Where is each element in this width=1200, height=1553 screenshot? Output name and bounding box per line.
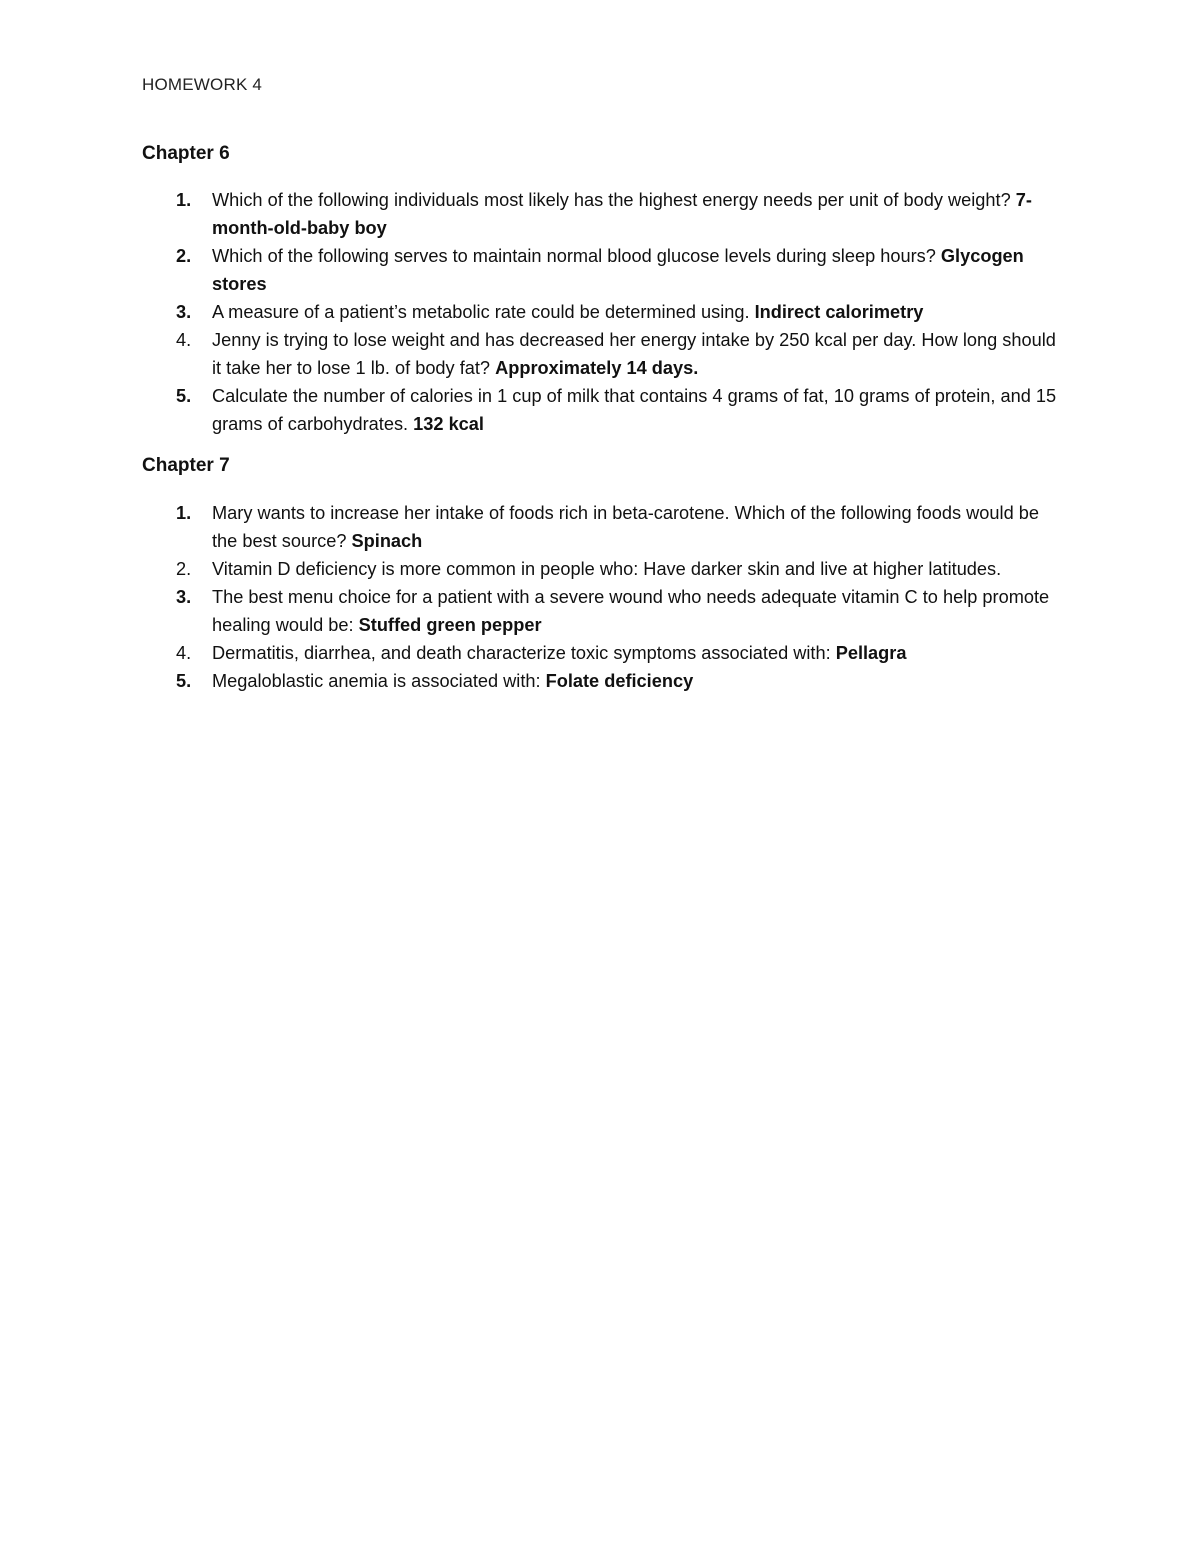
question-answer: Approximately 14 days. — [495, 358, 699, 378]
question-item — [142, 242, 1062, 298]
question-number: 1. — [176, 190, 192, 210]
question-number: 4. — [176, 330, 192, 350]
question-answer: 7-month-old-baby boy — [212, 190, 1032, 238]
question-answer: Folate deficiency — [545, 671, 694, 691]
chapter-6-heading: Chapter 6 — [142, 143, 230, 164]
question-item — [142, 555, 1062, 583]
question-text: Jenny is trying to lose weight and has decreased her energy intake by 250 kcal per day. How long should it take her to lose 1 lb. of body fat? — [212, 330, 1056, 378]
question-answer: Pellagra — [835, 643, 907, 663]
chapter-7-heading: Chapter 7 — [142, 455, 230, 476]
chapter-7-question-list — [142, 499, 1062, 695]
question-number: 1. — [176, 503, 192, 523]
chapter-6-question-list — [142, 186, 1062, 438]
question-item — [142, 667, 1062, 695]
question-number: 3. — [176, 587, 192, 607]
question-text: Dermatitis, diarrhea, and death characterize toxic symptoms associated with: — [212, 643, 836, 663]
question-number: 4. — [176, 643, 192, 663]
question-answer: Spinach — [351, 531, 423, 551]
question-number: 2. — [176, 559, 192, 579]
question-number: 3. — [176, 302, 192, 322]
question-item — [142, 382, 1062, 438]
question-answer: Glycogen stores — [212, 246, 1024, 294]
question-text: Mary wants to increase her intake of foods rich in beta-carotene. Which of the following foods would be the best source? — [212, 503, 1039, 551]
question-text: Calculate the number of calories in 1 cup of milk that contains 4 grams of fat, 10 grams of protein, and 15 grams of carbohydrates. — [212, 386, 1057, 434]
question-text: Which of the following individuals most likely has the highest energy needs per unit of body weight? — [212, 190, 1016, 210]
question-number: 5. — [176, 386, 192, 406]
question-number: 5. — [176, 671, 192, 691]
question-answer: 132 kcal — [413, 414, 484, 434]
question-item — [142, 583, 1062, 639]
question-answer: Stuffed green pepper — [358, 615, 542, 635]
question-text: Megaloblastic anemia is associated with: — [212, 671, 546, 691]
question-item — [142, 639, 1062, 667]
question-text: The best menu choice for a patient with a severe wound who needs adequate vitamin C to help promote healing would be: — [212, 587, 1050, 635]
question-item — [142, 298, 1062, 326]
question-item — [142, 186, 1062, 242]
question-item — [142, 326, 1062, 382]
question-number: 2. — [176, 246, 192, 266]
question-text: Vitamin D deficiency is more common in people who: Have darker skin and live at higher latitudes. — [212, 559, 1002, 579]
document-title: HOMEWORK 4 — [142, 75, 263, 94]
question-answer: Indirect calorimetry — [754, 302, 924, 322]
question-text: A measure of a patient’s metabolic rate could be determined using. — [212, 302, 755, 322]
question-text: Which of the following serves to maintain normal blood glucose levels during sleep hours? — [212, 246, 941, 266]
question-item — [142, 499, 1062, 555]
